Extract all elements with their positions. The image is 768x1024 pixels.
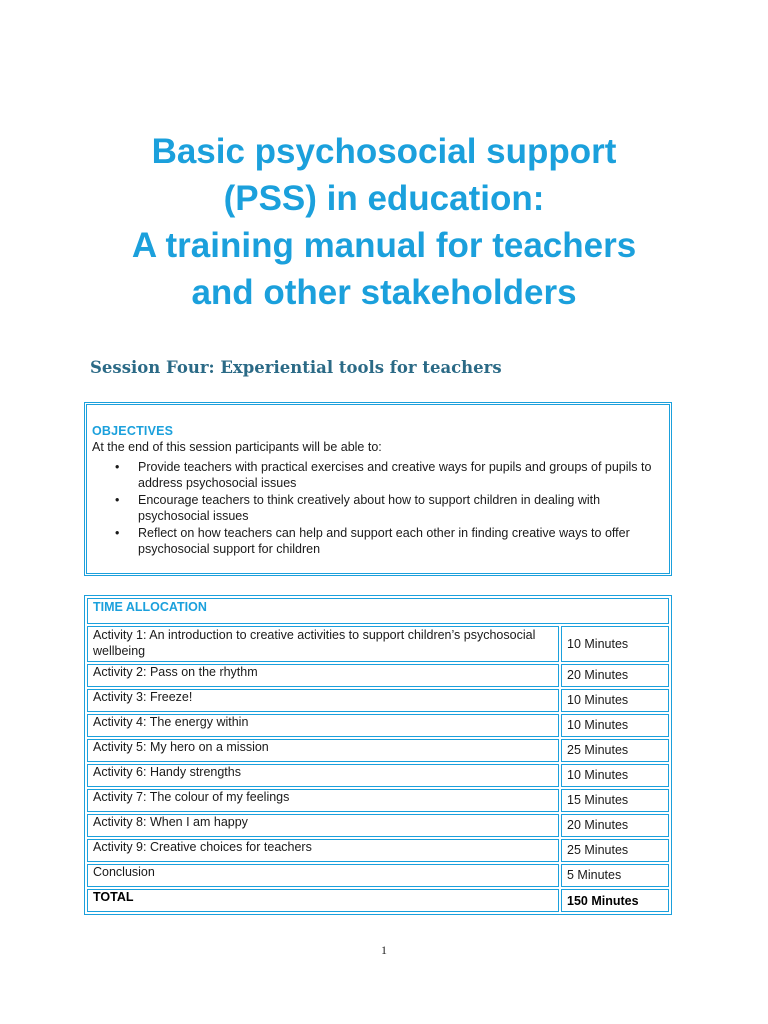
- duration-cell: 10 Minutes: [561, 714, 669, 737]
- objective-text: Reflect on how teachers can help and support each other in finding creative ways to offer psychosocial support for children: [138, 526, 630, 556]
- duration-cell: 25 Minutes: [561, 839, 669, 862]
- time-allocation-table: [84, 595, 672, 915]
- activity-cell: Activity 5: My hero on a mission: [87, 739, 559, 762]
- duration-cell: 25 Minutes: [561, 739, 669, 762]
- table-row: [87, 864, 669, 887]
- duration-cell: 15 Minutes: [561, 789, 669, 812]
- bullet-icon: •: [115, 526, 120, 540]
- session-subtitle: Session Four: Experiential tools for teachers: [90, 358, 502, 377]
- total-row: [87, 889, 669, 912]
- activity-cell: Activity 1: An introduction to creative activities to support children’s psychosocial wellbeing: [87, 626, 559, 662]
- title-line-3: A training manual for teachers: [131, 226, 637, 265]
- table-row: [87, 789, 669, 812]
- table-row: [87, 689, 669, 712]
- time-allocation-heading: TIME ALLOCATION: [87, 598, 669, 624]
- table-row: [87, 764, 669, 787]
- table-row: [87, 739, 669, 762]
- bullet-icon: •: [115, 460, 120, 474]
- title-line-2: (PSS) in education:: [223, 179, 545, 218]
- page-number: 1: [381, 943, 387, 957]
- objective-text: Encourage teachers to think creatively about how to support children in dealing with psychosocial issues: [138, 493, 601, 523]
- table-row: [87, 664, 669, 687]
- activity-cell: Activity 9: Creative choices for teachers: [87, 839, 559, 862]
- objectives-heading: OBJECTIVES: [92, 424, 174, 438]
- activity-cell: Activity 8: When I am happy: [87, 814, 559, 837]
- duration-cell: 20 Minutes: [561, 664, 669, 687]
- total-value: 150 Minutes: [561, 889, 669, 912]
- document-title: [0, 128, 768, 316]
- activity-cell: Activity 7: The colour of my feelings: [87, 789, 559, 812]
- objectives-box: [84, 402, 672, 576]
- activity-cell: Activity 2: Pass on the rhythm: [87, 664, 559, 687]
- duration-cell: 10 Minutes: [561, 689, 669, 712]
- total-label: TOTAL: [87, 889, 559, 912]
- activity-cell: Activity 3: Freeze!: [87, 689, 559, 712]
- time-allocation-header-row: [87, 598, 669, 624]
- activity-cell: Activity 4: The energy within: [87, 714, 559, 737]
- bullet-icon: •: [115, 493, 120, 507]
- duration-cell: 5 Minutes: [561, 864, 669, 887]
- objective-item: [87, 492, 669, 524]
- objectives-list: [87, 459, 669, 558]
- activity-cell: Activity 6: Handy strengths: [87, 764, 559, 787]
- objective-item: [87, 525, 669, 557]
- title-line-1: Basic psychosocial support: [151, 132, 617, 171]
- activity-cell: Conclusion: [87, 864, 559, 887]
- duration-cell: 10 Minutes: [561, 764, 669, 787]
- objectives-intro: At the end of this session participants will be able to:: [92, 440, 382, 454]
- table-row: [87, 714, 669, 737]
- duration-cell: 20 Minutes: [561, 814, 669, 837]
- table-row: [87, 814, 669, 837]
- objective-text: Provide teachers with practical exercises and creative ways for pupils and groups of pupils to address psychosocial issues: [138, 460, 652, 490]
- title-line-4: and other stakeholders: [191, 273, 577, 312]
- table-row: [87, 626, 669, 662]
- objective-item: [87, 459, 669, 491]
- table-row: [87, 839, 669, 862]
- duration-cell: 10 Minutes: [561, 626, 669, 662]
